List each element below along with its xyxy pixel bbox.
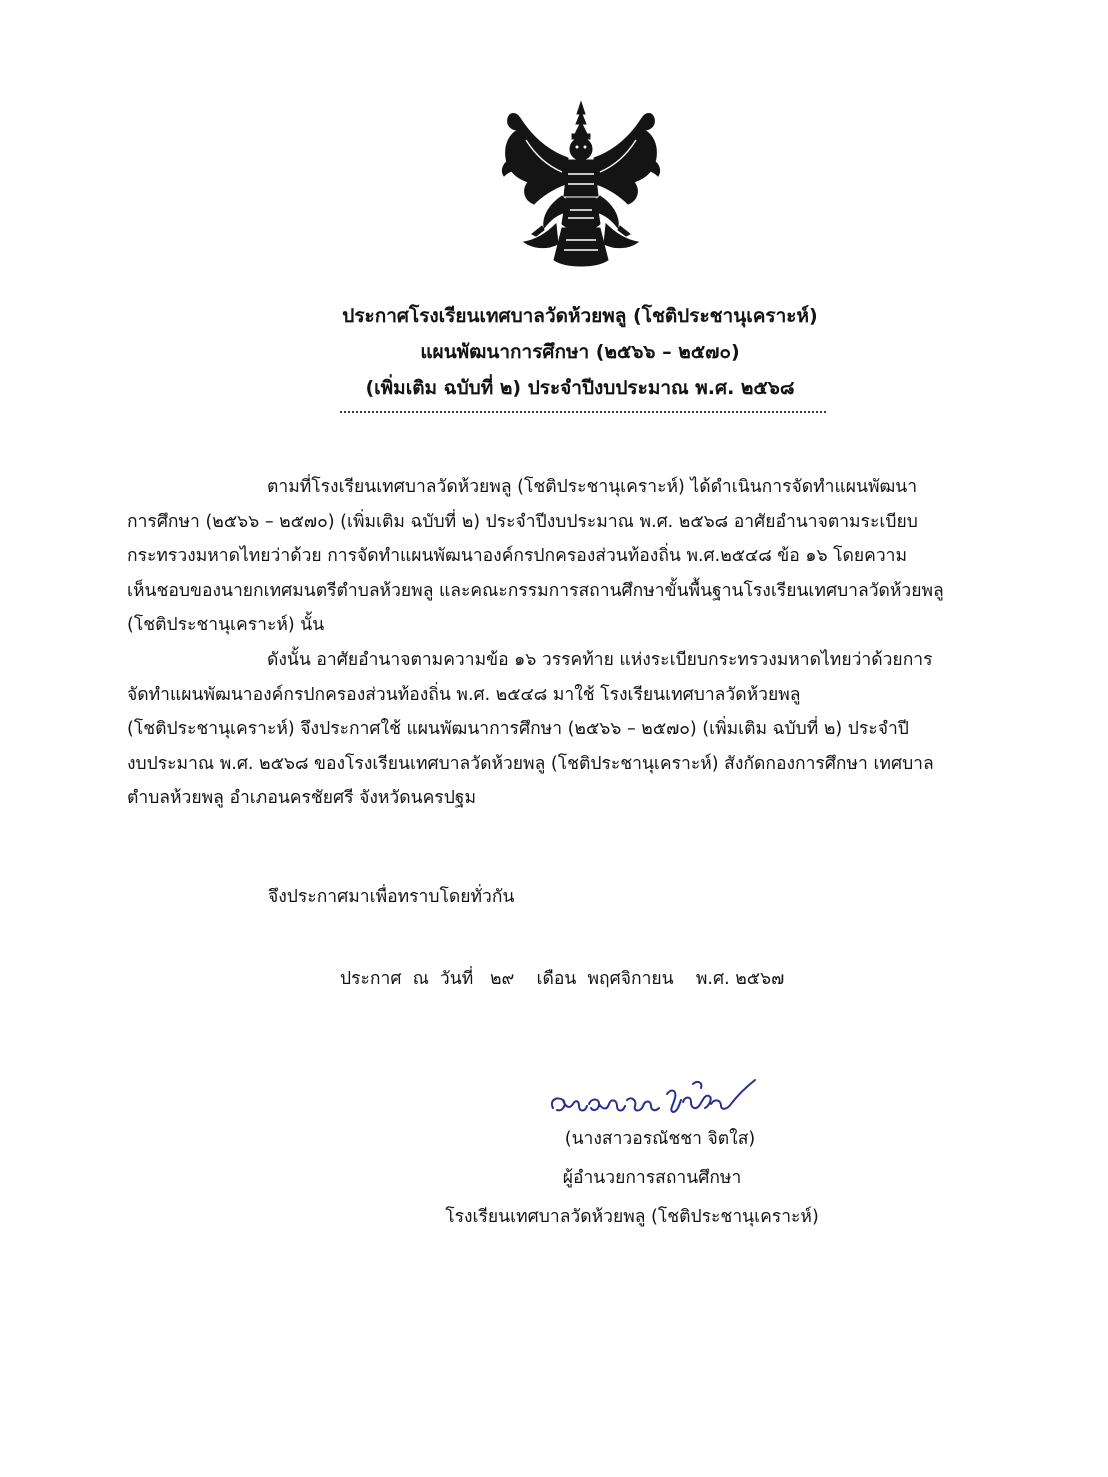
paragraph-line: กระทรวงมหาดไทยว่าด้วย การจัดทำแผนพัฒนาองค์กรปกครองส่วนท้องถิ่น พ.ศ.๒๕๔๘ ข้อ ๑๖ โดยความ	[127, 546, 908, 566]
body-paragraph-2	[127, 643, 1039, 816]
paragraph-line: ตามที่โรงเรียนเทศบาลวัดห้วยพลู (โชติประชานุเคราะห์) ได้ดำเนินการจัดทำแผนพัฒนา	[267, 477, 918, 497]
announcement-date: ประกาศ ณ วันที่ ๒๙ เดือน พฤศจิกายน พ.ศ. ๒๕๖๗	[340, 969, 785, 989]
closing-statement: จึงประกาศมาเพื่อทราบโดยทั่วกัน	[268, 887, 515, 907]
paragraph-line: ตำบลห้วยพลู อำเภอนครชัยศรี จังหวัดนครปฐม	[127, 788, 476, 808]
paragraph-line: ดังนั้น อาศัยอำนาจตามความข้อ ๑๖ วรรคท้าย แห่งระเบียบกระทรวงมหาดไทยว่าด้วยการ	[267, 650, 933, 670]
signatory-name: (นางสาวอรณัชชา จิตใส)	[564, 1129, 756, 1149]
announcement-title: ประกาศโรงเรียนเทศบาลวัดห้วยพลู (โชติประชานุเคราะห์)	[342, 305, 818, 327]
garuda-emblem-icon	[496, 100, 666, 270]
paragraph-line: (โชติประชานุเคราะห์) จึงประกาศใช้ แผนพัฒนาการศึกษา (๒๕๖๖ – ๒๕๗๐) (เพิ่มเติม ฉบับที่ ๒) ประจำปี	[127, 719, 909, 739]
paragraph-line: (โชติประชานุเคราะห์) นั้น	[127, 615, 325, 635]
paragraph-line: จัดทำแผนพัฒนาองค์กรปกครองส่วนท้องถิ่น พ.ศ. ๒๕๔๘ มาใช้ โรงเรียนเทศบาลวัดห้วยพลู	[127, 684, 801, 705]
handwritten-signature	[545, 1070, 760, 1125]
plan-title: แผนพัฒนาการศึกษา (๒๕๖๖ – ๒๕๗๐)	[420, 341, 740, 363]
signatory-organization: โรงเรียนเทศบาลวัดห้วยพลู (โชติประชานุเคราะห์)	[445, 1207, 819, 1227]
dotted-divider	[340, 411, 826, 413]
body-paragraph-1	[127, 470, 1039, 643]
paragraph-line: งบประมาณ พ.ศ. ๒๕๖๘ ของโรงเรียนเทศบาลวัดห้วยพลู (โชติประชานุเคราะห์) สังกัดกองการศึกษา เทศบาล	[127, 753, 934, 774]
paragraph-line: เห็นชอบของนายกเทศมนตรีตำบลห้วยพลู และคณะกรรมการสถานศึกษาขั้นพื้นฐานโรงเรียนเทศบาลวัดห้วยพลู	[127, 580, 944, 601]
plan-subtitle: (เพิ่มเติม ฉบับที่ ๒) ประจำปีงบประมาณ พ.ศ. ๒๕๖๘	[365, 377, 795, 399]
paragraph-line: การศึกษา (๒๕๖๖ – ๒๕๗๐) (เพิ่มเติม ฉบับที่ ๒) ประจำปีงบประมาณ พ.ศ. ๒๕๖๘ อาศัยอำนาจตามระเบียบ	[127, 511, 918, 532]
signatory-title: ผู้อำนวยการสถานศึกษา	[562, 1168, 742, 1188]
